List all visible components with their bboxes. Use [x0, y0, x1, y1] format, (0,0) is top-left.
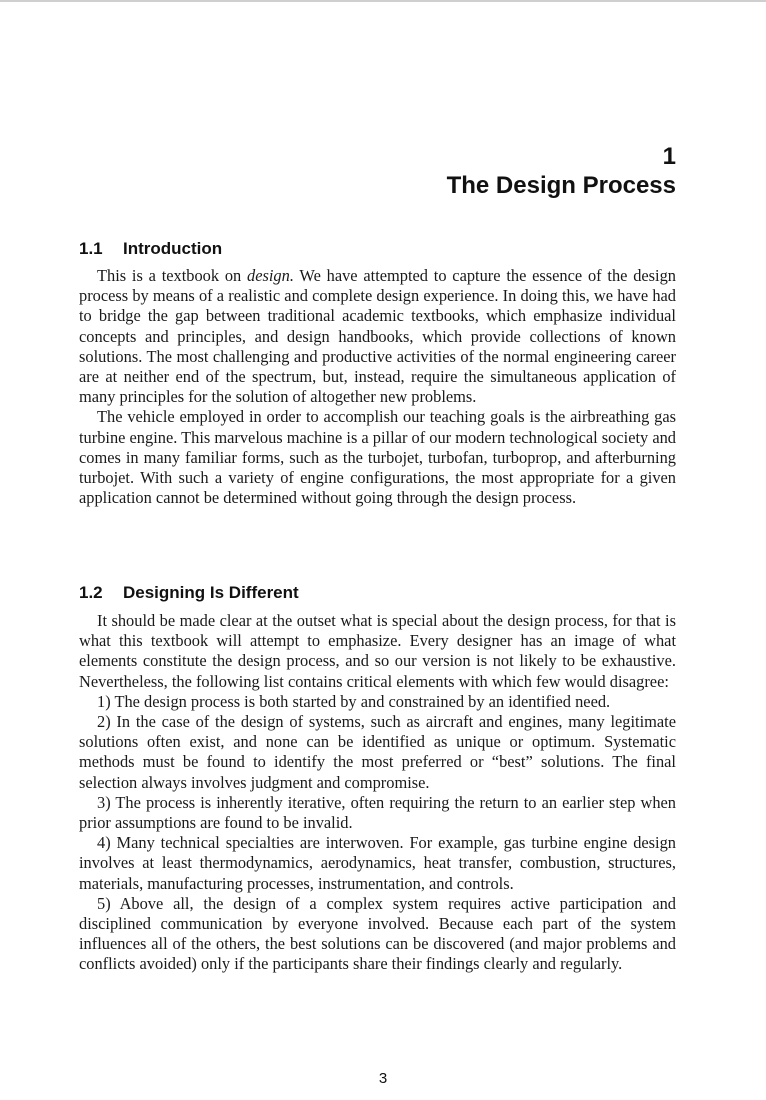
section-title: Designing Is Different — [123, 583, 299, 602]
paragraph-lead: This is a textbook on — [97, 266, 248, 285]
paragraph: The vehicle employed in order to accomplish our teaching goals is the airbreathing gas turbine engine. This marvelous machine is a pillar of our modern technological society and comes in many familiar forms, such as the turbojet, turbofan, turboprop, and afterburning turbojet. With such a variety of engine configurations, the most appropriate for a given application cannot be determined without going through the design process. — [79, 407, 676, 508]
section-number: 1.1 — [79, 239, 103, 258]
section-number: 1.2 — [79, 583, 103, 602]
list-item: 2) In the case of the design of systems, such as aircraft and engines, many legitimate solutions often exist, and none can be identified as unique or optimum. Systematic methods must be found to identify the most preferred or “best” solutions. The final selection always involves judgment and compromise. — [79, 712, 676, 792]
section-body-introduction — [79, 266, 676, 508]
list-item: 1) The design process is both started by and constrained by an identified need. — [97, 691, 611, 711]
section-heading-introduction — [79, 238, 222, 260]
paragraph-rest: We have attempted to capture the essence of the design process by means of a realistic and complete design experience. In doing this, we have had to bridge the gap between traditional academic textbooks, which emphasize individual concepts and principles, and design handbooks, which provide collections of known solutions. The most challenging and productive activities of the normal engineering career are at neither end of the spectrum, but, instead, require the simultaneous application of many principles for the solution of altogether new problems. — [79, 266, 677, 407]
page-number: 3 — [378, 1070, 388, 1087]
section-body-designing-is-different — [79, 611, 676, 975]
section-title: Introduction — [123, 239, 223, 258]
section-heading-designing-is-different — [79, 582, 299, 604]
chapter-number: 1 — [662, 143, 676, 170]
list-item: 4) Many technical specialties are interwoven. For example, gas turbine engine design involves at least thermodynamics, aerodynamics, heat transfer, combustion, structures, materials, manufacturing processes, instrumentation, and controls. — [79, 833, 676, 893]
list-item: 3) The process is inherently iterative, often requiring the return to an earlier step when prior assumptions are found to be invalid. — [79, 792, 676, 833]
chapter-title: The Design Process — [446, 172, 676, 199]
emphasized-word: design. — [247, 266, 294, 285]
page-top-border — [0, 0, 766, 2]
list-item: 5) Above all, the design of a complex system requires active participation and disciplined communication by everyone involved. Because each part of the system influences all of the others, the best solutions can be discovered (and major problems and conflicts avoided) only if the participants share their findings clearly and regularly. — [79, 893, 676, 974]
paragraph — [79, 266, 676, 407]
paragraph: It should be made clear at the outset what is special about the design process, for that is what this textbook will attempt to emphasize. Every designer has an image of what elements constitute the design process, and so our version is not likely to be exhaustive. Nevertheless, the following list contains critical elements with which few would disagree: — [79, 611, 676, 691]
